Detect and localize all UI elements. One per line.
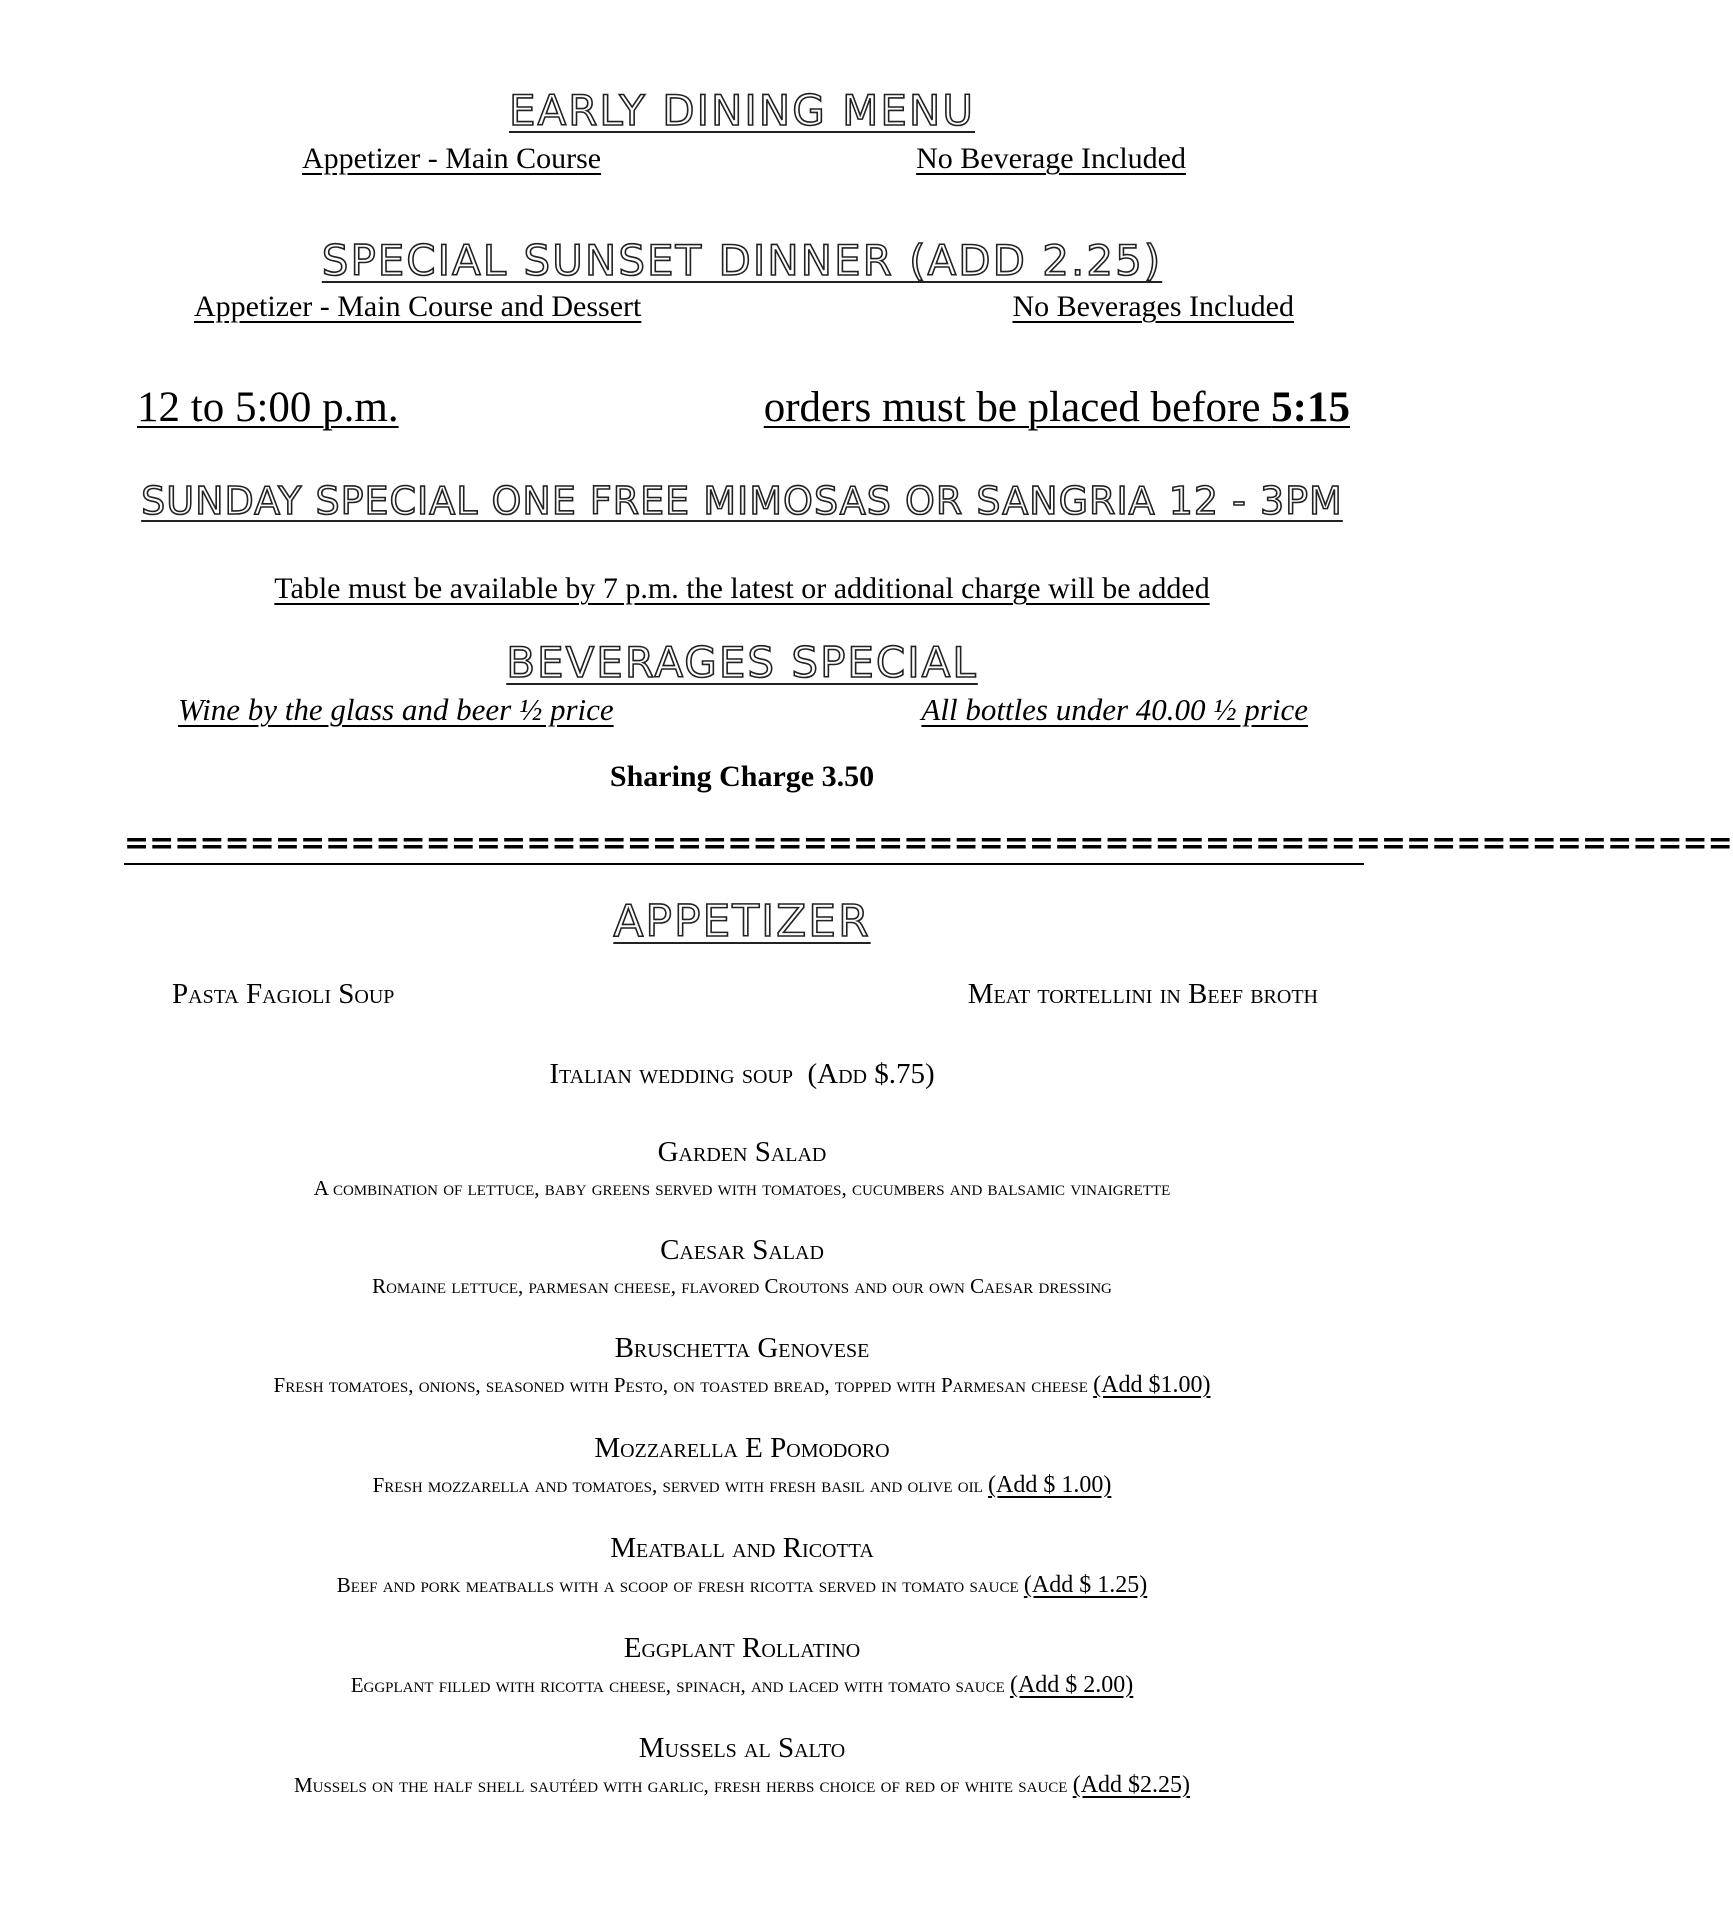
item-add-price: (Add $ 2.00) — [1009, 1672, 1134, 1698]
item-desc-line — [0, 1372, 1484, 1399]
hours-right: orders must be placed before 5:15 — [763, 384, 1350, 431]
beverages-right: All bottles under 40.00 ½ price — [921, 692, 1308, 727]
wedding-add-price: (Add $.75) — [807, 1058, 935, 1090]
item-desc: Mussels on the half shell sautéed with garlic, fresh herbs choice of red of white sauce — [293, 1773, 1068, 1797]
item-name: Meatball and Ricotta — [610, 1532, 874, 1564]
item-desc-line — [0, 1472, 1484, 1499]
item-name: Garden Salad — [657, 1136, 827, 1168]
item-name: Caesar Salad — [660, 1234, 824, 1266]
item-name: Mussels al Salto — [638, 1732, 846, 1764]
soup-italian-wedding: Italian wedding soup (Add $.75) — [549, 1058, 935, 1090]
sunset-dinner-left: Appetizer - Main Course and Dessert — [194, 290, 642, 323]
item-add-price: (Add $ 1.00) — [988, 1472, 1112, 1498]
sunset-dinner-right: No Beverages Included — [1012, 290, 1294, 323]
item-name: Eggplant Rollatino — [623, 1632, 861, 1664]
item-name: Bruschetta Genovese — [614, 1332, 870, 1364]
early-dining-left: Appetizer - Main Course — [302, 142, 602, 175]
early-dining-subline — [302, 142, 1186, 176]
divider: ================================================================ — [124, 826, 1364, 865]
item-desc-line — [0, 1572, 1484, 1599]
sunset-dinner-title: SPECIAL SUNSET DINNER (ADD 2.25) — [321, 236, 1163, 285]
hours-left: 12 to 5:00 p.m. — [137, 384, 399, 431]
table-notice: Table must be available by 7 p.m. the latest or additional charge will be added — [274, 572, 1210, 605]
item-add-price: (Add $ 1.25) — [1023, 1572, 1148, 1598]
item-desc: Eggplant filled with ricotta cheese, spinach, and laced with tomato sauce — [350, 1673, 1005, 1697]
item-desc: Romaine lettuce, parmesan cheese, flavored Croutons and our own Caesar dressing — [372, 1274, 1112, 1298]
soup-meat-tortellini: Meat tortellini in Beef broth — [967, 978, 1318, 1010]
sharing-charge: Sharing Charge 3.50 — [609, 760, 875, 793]
appetizer-title: APPETIZER — [613, 896, 871, 947]
item-desc-line — [0, 1672, 1484, 1699]
item-add-price: (Add $2.25) — [1072, 1772, 1191, 1798]
early-dining-right: No Beverage Included — [916, 142, 1186, 175]
beverages-subline — [178, 692, 1308, 728]
beverages-left: Wine by the glass and beer ½ price — [178, 692, 614, 727]
item-desc: Beef and pork meatballs with a scoop of fresh ricotta served in tomato sauce — [336, 1573, 1019, 1597]
hours-line — [137, 383, 1350, 432]
item-name: Mozzarella E Pomodoro — [594, 1432, 890, 1464]
item-desc: A combination of lettuce, baby greens served with tomatoes, cucumbers and balsamic vinaigrette — [313, 1176, 1171, 1200]
beverages-title: BEVERAGES SPECIAL — [506, 638, 978, 687]
sunset-dinner-subline — [194, 290, 1294, 324]
item-desc: Fresh tomatoes, onions, seasoned with Pesto, on toasted bread, topped with Parmesan cheese — [273, 1373, 1088, 1397]
early-dining-title: EARLY DINING MENU — [508, 86, 976, 135]
item-desc-line — [0, 1772, 1484, 1799]
hours-cutoff: 5:15 — [1271, 384, 1350, 431]
item-desc: Fresh mozzarella and tomatoes, served with fresh basil and olive oil — [372, 1473, 983, 1497]
item-add-price: (Add $1.00) — [1093, 1372, 1211, 1398]
soup-pasta-fagioli: Pasta Fagioli Soup — [172, 978, 395, 1010]
sunday-special: SUNDAY SPECIAL ONE FREE MIMOSAS OR SANGRIA 12 - 3PM — [141, 479, 1343, 523]
